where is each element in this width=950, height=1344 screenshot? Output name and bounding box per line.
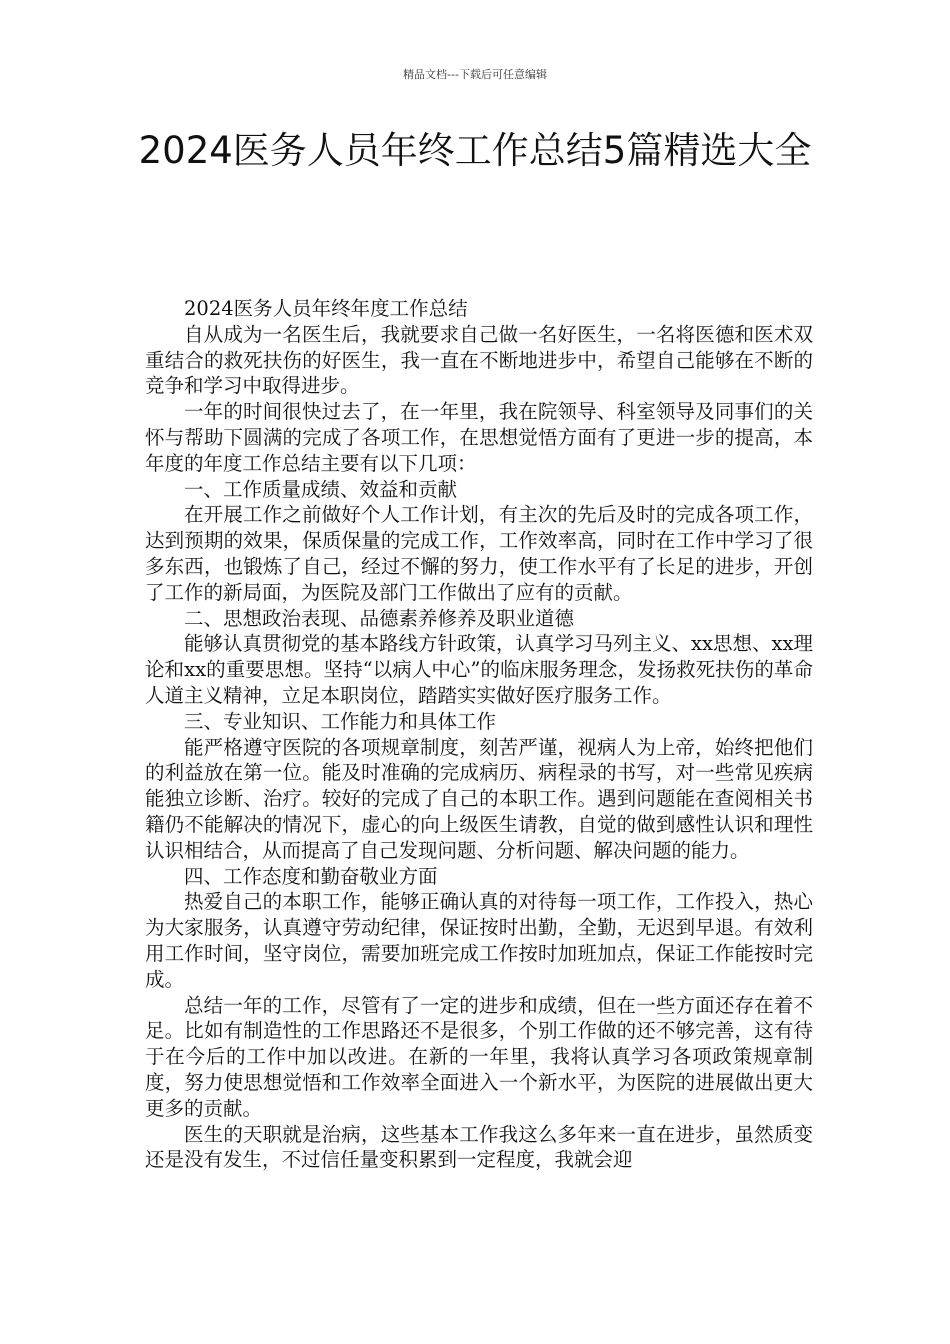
document-body <box>145 296 813 1173</box>
section-heading: 二、思想政治表现、品德素养修养及职业道德 <box>184 606 575 630</box>
body-paragraph: 能严格遵守医院的各项规章制度，刻苦严谨，视病人为上帝，始终把他们的利益放在第一位。能及时准确的完成病历、病程录的书写，对一些常见疾病能独立诊断、治疗。较好的完成了自己的本职工作。遇到问题能在查阅相关书籍仍不能解决的情况下，虚心的向上级医生请教，自觉的做到感性认识和理性认识相结合，从而提高了自己发现问题、分析问题、解决问题的能力。 <box>145 735 813 862</box>
body-paragraph: 在开展工作之前做好个人工作计划，有主次的先后及时的完成各项工作，达到预期的效果，保质保量的完成工作，工作效率高，同时在工作中学习了很多东西，也锻炼了自己，经过不懈的努力，使工作水平有了长足的进步，开创了工作的新局面，为医院及部门工作做出了应有的贡献。 <box>145 503 813 604</box>
section-heading: 一、工作质量成绩、效益和贡献 <box>184 477 458 501</box>
body-paragraph: 医生的天职就是治病，这些基本工作我这么多年来一直在进步，虽然质变还是没有发生，不过信任量变积累到一定程度，我就会迎 <box>145 1122 813 1172</box>
page-header-note: 精品文档---下载后可任意编辑 <box>403 68 547 81</box>
section-heading: 三、专业知识、工作能力和具体工作 <box>184 709 497 733</box>
body-paragraph: 总结一年的工作，尽管有了一定的进步和成绩，但在一些方面还存在着不足。比如有制造性的工作思路还不是很多，个别工作做的还不够完善，这有待于在今后的工作中加以改进。在新的一年里，我将认真学习各项政策规章制度，努力使思想觉悟和工作效率全面进入一个新水平，为医院的进展做出更大更多的贡献。 <box>145 993 813 1120</box>
section-heading: 四、工作态度和勤奋敬业方面 <box>184 864 438 888</box>
body-paragraph: 一年的时间很快过去了，在一年里，我在院领导、科室领导及同事们的关怀与帮助下圆满的完成了各项工作，在思想觉悟方面有了更进一步的提高，本年度的年度工作总结主要有以下几项： <box>145 400 813 475</box>
body-paragraph: 能够认真贯彻党的基本路线方针政策，认真学习马列主义、xx思想、xx理论和xx的重要思想。坚持“以病人中心”的临床服务理念，发扬救死扶伤的革命人道主义精神，立足本职岗位，踏踏实实做好医疗服务工作。 <box>145 632 813 707</box>
body-paragraph: 热爱自己的本职工作，能够正确认真的对待每一项工作，工作投入，热心为大家服务，认真遵守劳动纪律，保证按时出勤，全勤，无迟到早退。有效利用工作时间，坚守岗位，需要加班完成工作按时加班加点，保证工作能按时完成。 <box>145 890 813 991</box>
document-title: 2024医务人员年终工作总结5篇精选大全 <box>138 129 812 172</box>
section-heading: 2024医务人员年终年度工作总结 <box>184 297 468 320</box>
body-paragraph: 自从成为一名医生后，我就要求自己做一名好医生，一名将医德和医术双重结合的救死扶伤的好医生，我一直在不断地进步中，希望自己能够在不断的竞争和学习中取得进步。 <box>145 322 813 398</box>
